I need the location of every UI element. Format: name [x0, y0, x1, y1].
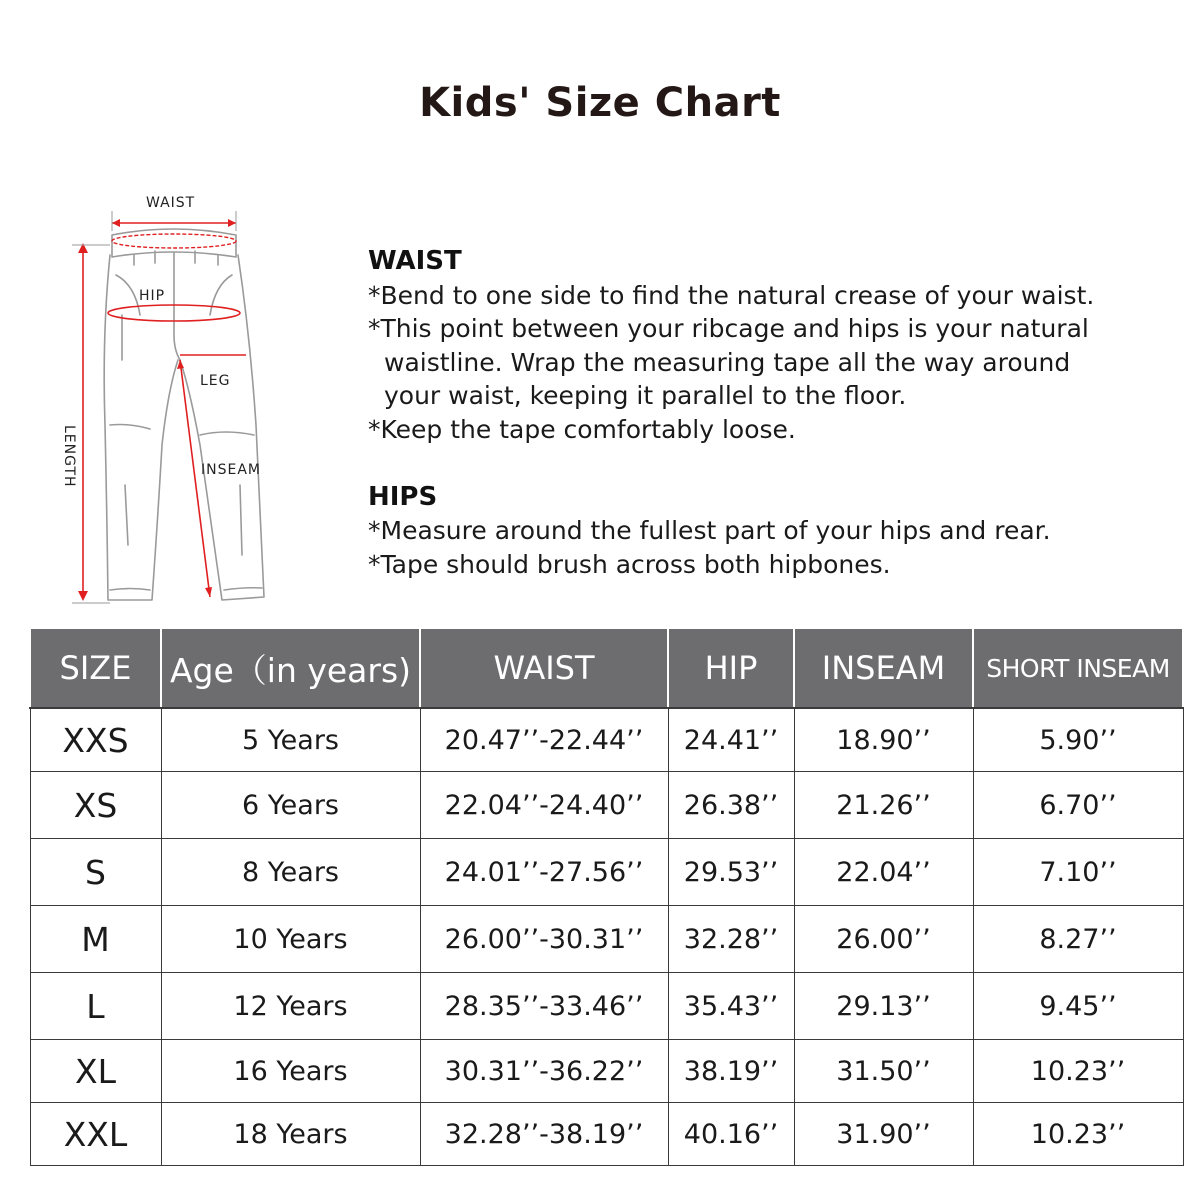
cell-hip: 38.19’’	[668, 1040, 794, 1103]
cell-inseam: 18.90’’	[794, 708, 973, 772]
cell-age: 10 Years	[161, 906, 420, 973]
pants-outline	[104, 229, 264, 600]
hips-guide-line: *Measure around the fullest part of your hips and rear.	[368, 516, 1051, 546]
cell-short-inseam: 8.27’’	[973, 906, 1183, 973]
cell-hip: 26.38’’	[668, 772, 794, 839]
cell-size: L	[30, 973, 161, 1040]
cell-short-inseam: 9.45’’	[973, 973, 1183, 1040]
waist-guide-line: your waist, keeping it parallel to the floor.	[384, 381, 907, 411]
size-table-body	[30, 708, 1183, 1166]
waist-guide-line: waistline. Wrap the measuring tape all the way around	[384, 347, 1071, 377]
cell-age: 8 Years	[161, 839, 420, 906]
cell-short-inseam: 6.70’’	[973, 772, 1183, 839]
cell-age: 12 Years	[161, 973, 420, 1040]
waist-guide-line: *Bend to one side to find the natural crease of your waist.	[368, 280, 1095, 310]
table-row	[30, 906, 1183, 973]
cell-size: S	[30, 839, 161, 906]
cell-short-inseam: 10.23’’	[973, 1040, 1183, 1103]
cell-inseam: 22.04’’	[794, 839, 973, 906]
cell-age: 5 Years	[161, 708, 420, 772]
page-title: Kids' Size Chart	[419, 80, 781, 126]
waist-guide	[368, 245, 1178, 447]
pants-measurement-diagram	[50, 185, 290, 615]
pants-diagram-svg	[50, 185, 290, 615]
header-short-inseam: SHORT INSEAM	[973, 628, 1183, 708]
cell-short-inseam: 7.10’’	[973, 839, 1183, 906]
cell-size: XL	[30, 1040, 161, 1103]
header-inseam: INSEAM	[794, 628, 973, 708]
measuring-guide	[368, 245, 1178, 581]
inseam-label: INSEAM	[201, 462, 261, 478]
cell-inseam: 31.50’’	[794, 1040, 973, 1103]
cell-waist: 20.47’’-22.44’’	[420, 708, 668, 772]
waist-guide-line: *This point between your ribcage and hips is your natural	[368, 314, 1089, 344]
measurement-guides	[78, 219, 246, 601]
waist-guide-line: *Keep the tape comfortably loose.	[368, 414, 796, 444]
table-row	[30, 839, 1183, 906]
cell-short-inseam: 5.90’’	[973, 708, 1183, 772]
hips-guide-heading: HIPS	[368, 481, 438, 512]
waist-guide-heading: WAIST	[368, 246, 462, 276]
cell-hip: 29.53’’	[668, 839, 794, 906]
waist-tape-ring	[112, 234, 236, 248]
hip-label: HIP	[139, 288, 166, 304]
header-age: Age（in years)	[161, 628, 420, 708]
cell-inseam: 21.26’’	[794, 772, 973, 839]
cell-inseam: 26.00’’	[794, 906, 973, 973]
table-row	[30, 708, 1183, 772]
hips-guide-line: *Tape should brush across both hipbones.	[368, 549, 891, 579]
cell-waist: 28.35’’-33.46’’	[420, 973, 668, 1040]
cell-waist: 30.31’’-36.22’’	[420, 1040, 668, 1103]
table-row	[30, 772, 1183, 839]
cell-waist: 24.01’’-27.56’’	[420, 839, 668, 906]
table-row	[30, 1103, 1183, 1166]
cell-size: XXL	[30, 1103, 161, 1166]
cell-age: 16 Years	[161, 1040, 420, 1103]
leg-label: LEG	[200, 373, 231, 389]
table-row	[30, 973, 1183, 1040]
cell-hip: 32.28’’	[668, 906, 794, 973]
header-row	[30, 628, 1183, 708]
cell-age: 18 Years	[161, 1103, 420, 1166]
cell-size: XXS	[30, 708, 161, 772]
cell-size: XS	[30, 772, 161, 839]
waist-label: WAIST	[146, 195, 196, 211]
cell-hip: 24.41’’	[668, 708, 794, 772]
cell-size: M	[30, 906, 161, 973]
cell-waist: 26.00’’-30.31’’	[420, 906, 668, 973]
cell-waist: 22.04’’-24.40’’	[420, 772, 668, 839]
size-table-header	[30, 628, 1183, 708]
cell-short-inseam: 10.23’’	[973, 1103, 1183, 1166]
header-size: SIZE	[30, 628, 161, 708]
length-label: LENGTH	[61, 425, 77, 488]
table-row	[30, 1040, 1183, 1103]
cell-inseam: 31.90’’	[794, 1103, 973, 1166]
cell-hip: 35.43’’	[668, 973, 794, 1040]
header-hip: HIP	[668, 628, 794, 708]
size-table	[29, 627, 1184, 1166]
cell-age: 6 Years	[161, 772, 420, 839]
hips-guide	[368, 481, 1178, 582]
header-waist: WAIST	[420, 628, 668, 708]
cell-inseam: 29.13’’	[794, 973, 973, 1040]
cell-hip: 40.16’’	[668, 1103, 794, 1166]
cell-waist: 32.28’’-38.19’’	[420, 1103, 668, 1166]
